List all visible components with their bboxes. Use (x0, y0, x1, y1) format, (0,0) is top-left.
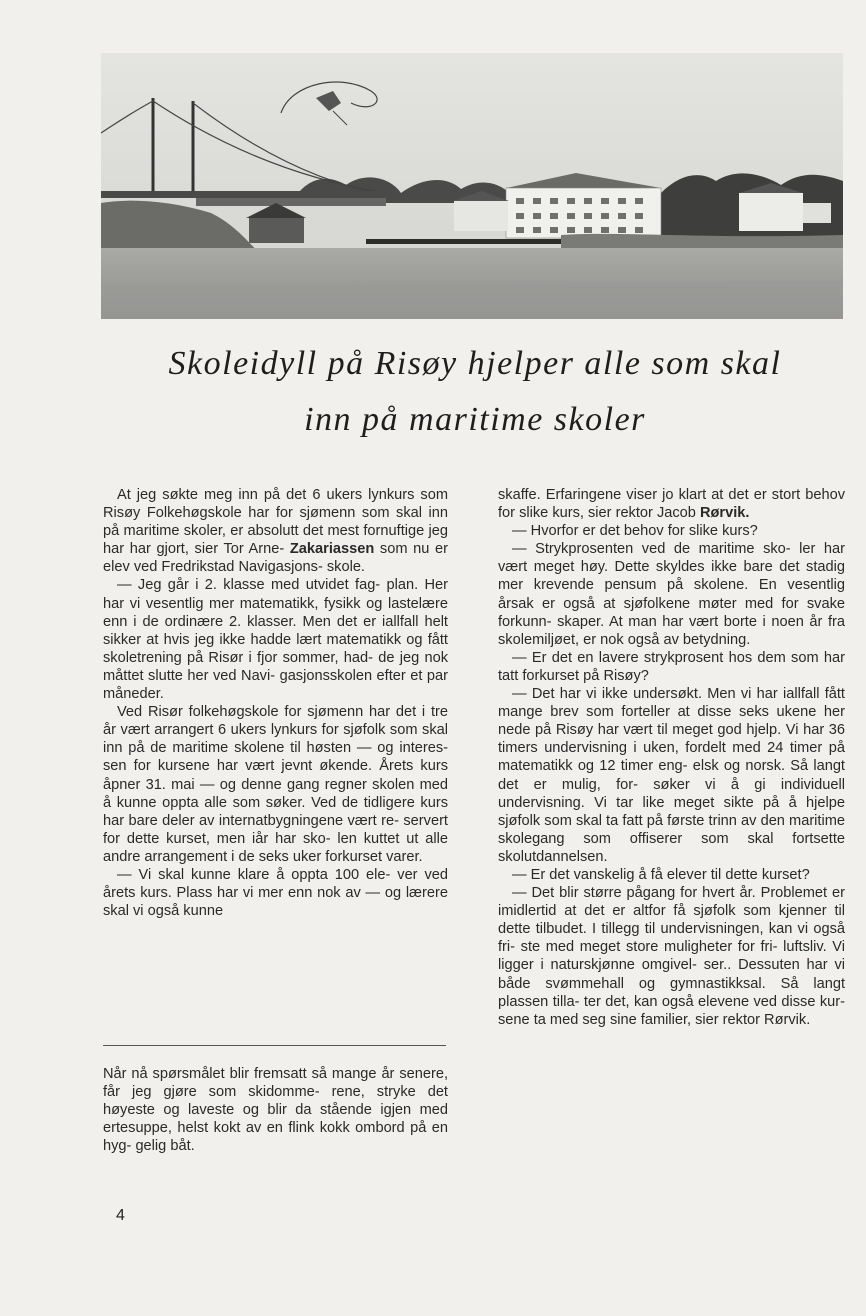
left-column (103, 486, 448, 920)
paragraph: — Er det en lavere strykprosent hos dem som har tatt forkurset på Risøy? (498, 649, 845, 684)
paragraph: Ved Risør folkehøgskole for sjømenn har det i tre år vært arrangert 6 ukers lynkurs for sjøfolk som skal inn på de maritime skolene til høsten — og interes- sen for kursene har vært jevnt økende. Årets kurs åpner 31. mai — og denne gang regner skolen med å kunne oppta alle som søker. Ved de tidligere kurs har bare deler av internatbygningene vært re- servert for dette kurset, men iår har sko- len kuttet ut alle andre arrangement i de seks uker forkurset varer. (103, 704, 448, 865)
paragraph: — Er det vanskelig å få elever til dette kurset? (512, 866, 810, 883)
divider-rule (103, 1045, 446, 1046)
title-line-1: Skoleidyll på Risøy hjelper alle som skal (168, 345, 782, 382)
paragraph: — Jeg går i 2. klasse med utvidet fag- plan. Her har vi vesentlig mer matematikk, fysikk og lastelære enn i de ordinære 2. klasser. Men det er iallfall helt sikker at hvis jeg ikke hadde lært matematikk og fått skoletrening på Risør i fjor sommer, had- de jeg nok måttet slutte her ved Navi- gasjonsskolen efter et par måneder. (103, 577, 448, 703)
harbour-photo (101, 53, 843, 319)
name-zakariassen: Zakariassen (289, 541, 375, 558)
right-column (498, 486, 845, 1029)
article-title (120, 336, 830, 448)
paragraph: — Hvorfor er det behov for slike kurs? (512, 523, 758, 540)
paragraph: At jeg søkte meg inn på det 6 ukers lynkurs som Risøy Folkehøgskole har for sjømenn som skal inn på maritime skoler, er absolutt det mest fornuftige jeg har har gjort, sier Tor Arne- Zakariassen som nu er elev ved Fredrikstad Navigasjons- skole. (103, 487, 448, 576)
footnote (103, 1065, 448, 1155)
paragraph: — Vi skal kunne klare å oppta 100 ele- ver ved årets kurs. Plass har vi mer enn nok av — og lærere skal vi også kunne (103, 866, 448, 920)
footnote-text: Når nå spørsmålet blir fremsatt så mange år senere, får jeg gjøre som skidomme- rene, stryke det høyeste og laveste og blir da stående igjen med ertesuppe, helst kokt av en flink kokk ombord på en hyg- gelig båt. (103, 1066, 448, 1155)
landscape-photo-icon (101, 53, 843, 319)
title-line-2: inn på maritime skoler (304, 401, 646, 438)
paragraph: skaffe. Erfaringene viser jo klart at det er stort behov for slike kurs, sier rektor Jacob Rørvik. (498, 487, 845, 522)
paragraph: — Strykprosenten ved de maritime sko- ler har vært meget høy. Dette skyldes ikke bare det stadig mer krevende pensum på skolene. En vesentlig årsak er også at sjøfolkene møter med for svake forkunn- skaper. At man har vært borte i noen år fra skolemiljøet, er nok også av betydning. (498, 541, 845, 648)
name-rorvik: Rørvik. (699, 505, 750, 522)
paragraph: — Det blir større pågang for hvert år. Problemet er imidlertid at det er altfor få sjøfolk som kjenner til dette tilbudet. I tillegg til undervisningen, kan vi også fri- ste med meget store muligheter for fri- luftsliv. Vi ligger i naturskjønne omgivel- ser.. Dessuten har vi både svømmehall og gymnastikksal. Så langt plassen tilla- ter det, kan også elevene ved disse kur- sene ta med seg sine familier, sier rektor Rørvik. (498, 885, 845, 1028)
page-number: 4 (116, 1207, 125, 1224)
paragraph: — Det har vi ikke undersøkt. Men vi har iallfall fått mange brev som forteller at disse seks ukene her nede på Risøy har vært til meget god hjelp. Vi har 36 timers undervisning i uken, fordelt med 24 timer på matematikk og 12 timer eng- elsk og norsk. Så langt det er mulig, for- søker vi å gi individuell undervisning. Vi tar like meget sikte på å hjelpe sjøfolk som skal ta fatt på første trinn av den maritime skolegang som offiserer som skal fortsette skolutdannelsen. (498, 686, 845, 865)
